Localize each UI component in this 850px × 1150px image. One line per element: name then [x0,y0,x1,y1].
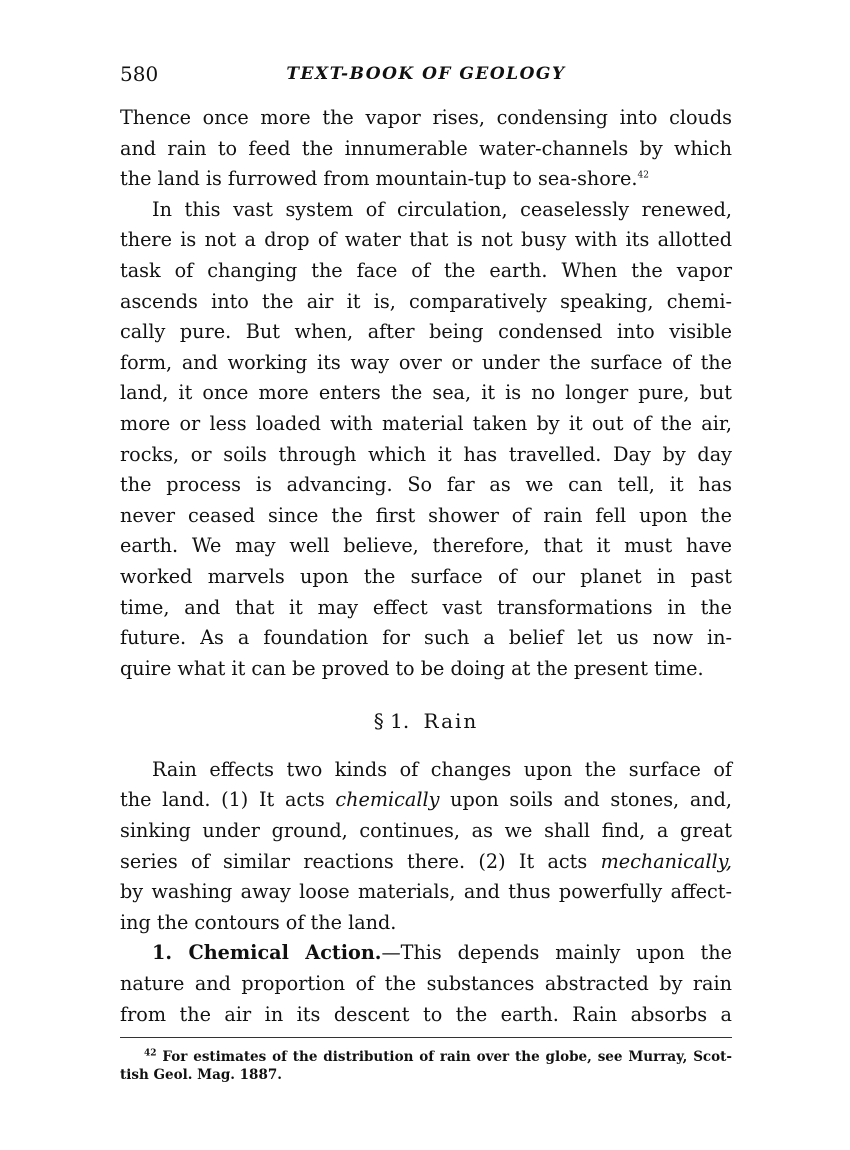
text-line [120,164,732,195]
text-line: future. As a foundation for such a belief let us now in- [120,626,732,650]
text-line: never ceased since the first shower of rain fell upon the [120,503,732,527]
text-line: time, and that it may effect vast transformations in the [120,595,732,619]
footnote-divider [120,1037,732,1038]
text-line: nature and proportion of the substances abstracted by rain [120,972,732,996]
text-line: In this vast system of circulation, ceaselessly renewed, [152,197,732,221]
footnote [120,1048,732,1084]
footnote-marker: 42 [144,1048,157,1059]
text-line: worked marvels upon the surface of our planet in past [120,564,732,588]
page-number: 580 [120,62,159,86]
text-run: For estimates of the distribution of rain over the globe, see Murray, Scot- [162,1049,733,1065]
text-line: from the air in its descent to the earth. Rain absorbs a [120,1002,732,1026]
page-header [120,62,732,88]
text-line: there is not a drop of water that is not busy with its allotted [120,228,732,252]
emphasis-chemically: chemically [335,788,440,812]
paragraph-2 [120,195,732,685]
text-line: by washing away loose materials, and thus powerfully affect- [120,880,732,904]
footnote-reference: 42 [637,170,649,181]
text-line: quire what it can be proved to be doing at the present time. [120,656,704,680]
subsection-lead: 1. Chemical Action. [152,941,382,965]
text-line: task of changing the face of the earth. When the vapor [120,258,732,282]
text-run: series of similar reactions there. (2) It acts [120,849,601,873]
text-line [120,785,732,816]
text-run: —This depends mainly upon the [381,941,732,965]
text-line-content: the land is furrowed from mountain-tup to sea-shore. [120,167,638,191]
text-line: cally pure. But when, after being condensed into visible [120,320,732,344]
section-number: § 1. [373,709,410,734]
paragraph-1 [120,103,732,195]
text-line [120,847,732,878]
emphasis-mechanically: mechanically, [600,849,732,873]
text-line: ing the contours of the land. [120,910,397,934]
text-line: ascends into the air it is, comparatively speaking, chemi- [120,289,732,313]
text-line: earth. We may well believe, therefore, that it must have [120,534,732,558]
body-text [120,103,732,1030]
text-line: land, it once more enters the sea, it is no longer pure, but [120,381,732,405]
footnote-line: tish Geol. Mag. 1887. [120,1067,282,1083]
paragraph-4 [120,938,732,1030]
text-line: Rain effects two kinds of changes upon the surface of [152,757,732,781]
text-line: the process is advancing. So far as we can tell, it has [120,473,732,497]
text-line: Thence once more the vapor rises, condensing into clouds [120,106,732,129]
text-line [120,938,732,969]
text-line: sinking under ground, continues, as we shall find, a great [120,819,732,843]
paragraph-3 [120,755,732,939]
section-heading [120,706,732,737]
text-line: form, and working its way over or under the surface of the [120,350,732,374]
text-line: more or less loaded with material taken by it out of the air, [120,411,732,435]
running-title: TEXT-BOOK OF GEOLOGY [286,64,566,84]
text-line: and rain to feed the innumerable water-channels by which [120,136,732,160]
footnote-line [120,1048,732,1066]
text-line: rocks, or soils through which it has travelled. Day by day [120,442,732,466]
text-run: upon soils and stones, and, [439,788,733,812]
section-title: Rain [423,709,479,734]
text-run: the land. (1) It acts [120,788,336,812]
